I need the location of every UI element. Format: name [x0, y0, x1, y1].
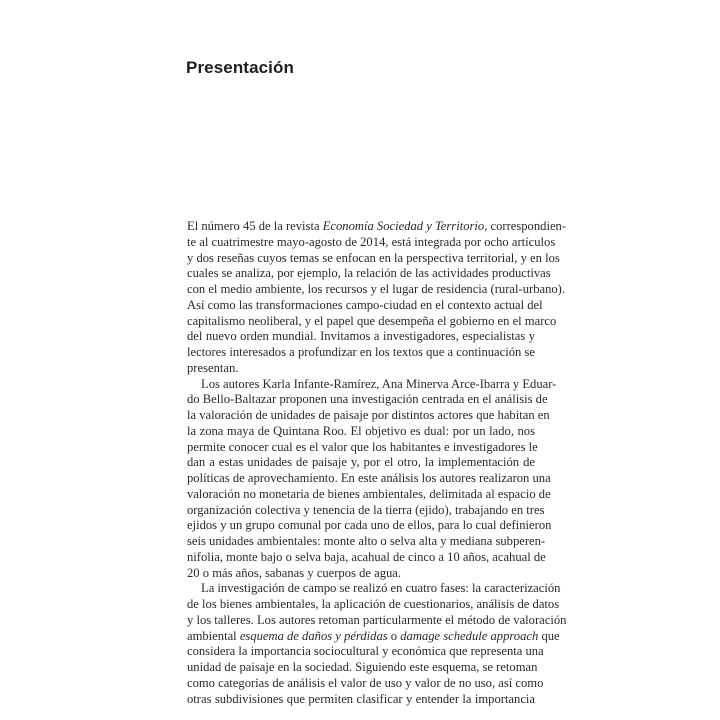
text-segment: Los autores Karla Infante-Ramírez, Ana Minerva Arce-Ibarra y Eduar- — [201, 376, 557, 391]
text-line — [187, 597, 560, 613]
text-segment: y dos reseñas cuyos temas se enfocan en la perspectiva territorial, y en los — [187, 250, 560, 265]
text-line — [187, 424, 535, 440]
text-line — [187, 282, 566, 298]
italic-text: Economía Sociedad y Territorio — [322, 219, 485, 233]
text-segment: ambiental — [187, 628, 240, 643]
text-line — [187, 692, 535, 708]
text-line — [187, 486, 551, 503]
text-segment: seis unidades ambientales: monte alto o selva alta y mediana subperen- — [187, 534, 546, 548]
text-line — [187, 234, 556, 251]
text-segment: y los talleres. Los autores retoman particularmente el método de valoración — [187, 612, 567, 627]
text-segment: dan a estas unidades de paisaje y, por el otro, la implementación de — [187, 455, 535, 470]
text-segment: lectores interesados a profundizar en los textos que a continuación se — [187, 345, 535, 359]
text-segment: de los bienes ambientales, la aplicación de cuestionarios, análisis de datos — [187, 597, 560, 611]
text-segment: como categorías de análisis el valor de uso y valor de no uso, así como — [187, 675, 544, 690]
text-segment: presentan. — [187, 360, 239, 375]
text-segment: la valoración de unidades de paisaje por distintos actores que habitan en — [187, 408, 550, 422]
text-segment: 20 o más años, sabanas y cuerpos de agua. — [187, 565, 402, 580]
text-line — [187, 471, 551, 487]
text-line — [187, 549, 546, 566]
text-segment: Así como las transformaciones campo-ciudad en el contexto actual del — [187, 297, 543, 312]
text-line — [187, 628, 560, 645]
text-segment: considera la importancia sociocultural y económica que representa una — [187, 644, 544, 659]
text-segment: El número 45 de la revista — [187, 219, 323, 233]
text-line — [187, 361, 535, 377]
text-segment: , correspondien- — [484, 219, 567, 233]
text-line — [187, 250, 560, 267]
text-line — [187, 502, 545, 519]
page-title: Presentación — [186, 58, 294, 77]
text-segment: o — [387, 628, 401, 643]
text-segment: organización colectiva y tenencia de la tierra (ejido), trabajando en tres — [187, 502, 545, 517]
italic-text: esquema de daños y pérdidas — [239, 628, 388, 643]
text-line — [187, 675, 544, 692]
text-line — [187, 612, 567, 629]
text-segment: La investigación de campo se realizó en cuatro fases: la caracterización — [201, 581, 561, 596]
text-segment: políticas de aprovechamiento. En este análisis los autores realizaron una — [187, 471, 551, 485]
text-line — [187, 534, 546, 550]
text-segment: cuales se analiza, por ejemplo, la relación de las actividades productivas — [187, 266, 551, 281]
text-segment: do Bello-Baltazar proponen una investigación centrada en el análisis de — [187, 392, 548, 407]
text-line — [187, 376, 557, 393]
text-line — [187, 219, 567, 235]
text-line — [187, 345, 535, 361]
text-line — [187, 329, 535, 345]
text-line — [187, 408, 550, 424]
text-line — [187, 644, 544, 660]
text-segment: con el medio ambiente, los recursos y el lugar de residencia (rural-urbano). — [187, 282, 566, 296]
text-line — [187, 297, 543, 314]
text-line — [187, 392, 548, 408]
text-line — [187, 660, 538, 676]
text-line — [187, 455, 535, 471]
text-segment: capitalismo neoliberal, y el papel que desempeña el gobierno en el marco — [187, 313, 557, 328]
text-line — [187, 313, 557, 330]
text-segment: nifolia, monte bajo o selva baja, acahual de cinco a 10 años, acahual de — [187, 549, 546, 564]
text-line — [187, 581, 561, 597]
text-segment: otras subdivisiones que permiten clasificar y entender la importancia — [187, 691, 535, 706]
text-segment: la zona maya de Quintana Roo. El objetivo es dual: por un lado, nos — [187, 423, 535, 438]
text-line — [187, 266, 551, 282]
text-segment: permite conocer cual es el valor que los habitantes e investigadores le — [187, 439, 538, 454]
text-segment: ejidos y un grupo comunal por cada uno de ellos, para lo cual definieron — [187, 518, 552, 533]
text-segment: unidad de paisaje en la sociedad. Siguiendo este esquema, se retoman — [187, 660, 538, 674]
text-segment: del nuevo orden mundial. Invitamos a investigadores, especialistas y — [187, 329, 535, 344]
text-line — [187, 566, 535, 582]
text-segment: que — [538, 628, 560, 643]
text-line — [187, 518, 552, 534]
italic-text: damage schedule approach — [400, 628, 539, 643]
text-line — [187, 439, 538, 456]
text-segment: te al cuatrimestre mayo-agosto de 2014, está integrada por ocho artículos — [187, 234, 556, 249]
body-text — [187, 219, 567, 707]
text-segment: valoración no monetaria de bienes ambientales, delimitada al espacio de — [187, 486, 551, 501]
